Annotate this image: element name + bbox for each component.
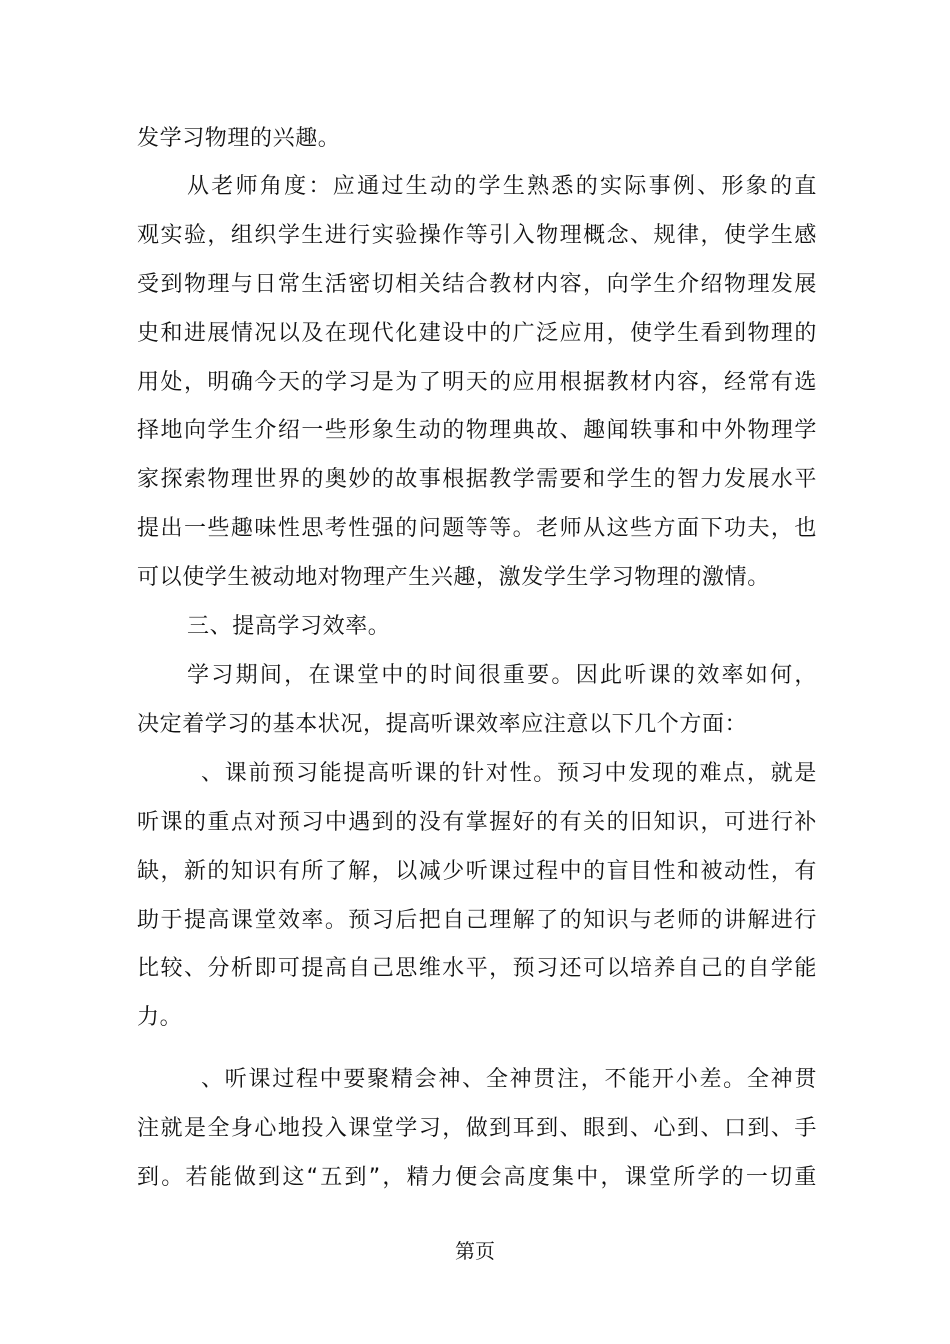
- body-text-line: 决定着学习的基本状况，提高听课效率应注意以下几个方面：: [137, 712, 748, 737]
- body-text-line: 史和进展情况以及在现代化建设中的广泛应用，使学生看到物理的: [137, 321, 817, 346]
- body-text-line: 、课前预习能提高听课的针对性。预习中发现的难点，就是: [201, 761, 817, 786]
- body-text-line: 受到物理与日常生活密切相关结合教材内容，向学生介绍物理发展: [137, 272, 817, 297]
- body-text-line: 助于提高课堂效率。预习后把自己理解了的知识与老师的讲解进行: [137, 908, 817, 933]
- body-text-line: 发学习物理的兴趣。: [137, 126, 341, 151]
- body-text-line: 、听课过程中要聚精会神、全神贯注，不能开小差。全神贯: [201, 1067, 817, 1092]
- body-text-line: 听课的重点对预习中遇到的没有掌握好的有关的旧知识，可进行补: [137, 810, 817, 835]
- body-text-line: 从老师角度：应通过生动的学生熟悉的实际事例、形象的直: [187, 174, 817, 199]
- body-text-line: 注就是全身心地投入课堂学习，做到耳到、眼到、心到、口到、手: [137, 1116, 817, 1141]
- section-heading: 三、提高学习效率。: [187, 614, 391, 639]
- body-text-line: 到。若能做到这“五到”，精力便会高度集中，课堂所学的一切重: [137, 1165, 817, 1190]
- body-text-line: 力。: [137, 1005, 183, 1030]
- body-text-line: 观实验，组织学生进行实验操作等引入物理概念、规律，使学生感: [137, 223, 817, 248]
- body-text-line: 择地向学生介绍一些形象生动的物理典故、趣闻轶事和中外物理学: [137, 418, 817, 443]
- body-text-line: 家探索物理世界的奥妙的故事根据教学需要和学生的智力发展水平: [137, 467, 817, 492]
- body-text-line: 提出一些趣味性思考性强的问题等等。老师从这些方面下功夫，也: [137, 516, 817, 541]
- body-text-line: 学习期间，在课堂中的时间很重要。因此听课的效率如何，: [187, 663, 817, 688]
- body-text-line: 缺，新的知识有所了解，以减少听课过程中的盲目性和被动性，有: [137, 859, 817, 884]
- page-number-footer: 第页: [455, 1239, 495, 1263]
- body-text-line: 可以使学生被动地对物理产生兴趣，激发学生学习物理的激情。: [137, 565, 770, 590]
- body-text-line: 用处，明确今天的学习是为了明天的应用根据教材内容，经常有选: [137, 370, 817, 395]
- body-text-line: 比较、分析即可提高自己思维水平，预习还可以培养自己的自学能: [137, 956, 817, 981]
